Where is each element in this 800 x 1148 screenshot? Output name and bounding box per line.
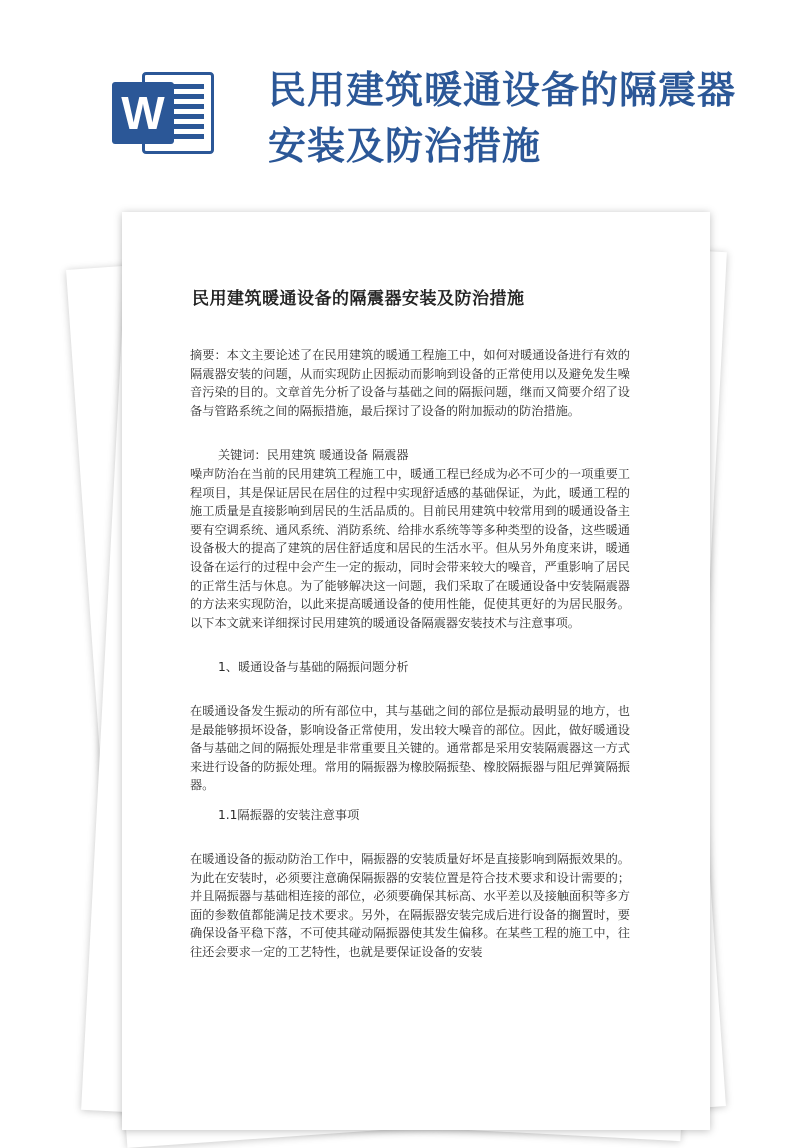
section-1-1-heading: 1.1隔振器的安装注意事项	[218, 808, 360, 822]
section-1-paragraph: 在暖通设备发生振动的所有部位中，其与基础之间的部位是振动最明显的地方，也是最能够损坏设备，影响设备正常使用，发出较大噪音的部位。因此，做好暖通设备与基础之间的隔振处理是非常重要且关键的。通常都是采用安装隔震器这一方式来进行设备的防振处理。常用的隔振器为橡胶隔振垫、橡胶隔振器与阻尼弹簧隔振器。	[190, 704, 630, 793]
intro-paragraph: 噪声防治在当前的民用建筑工程施工中，暖通工程已经成为必不可少的一项重要工程项目，其是保证居民在居住的过程中实现舒适感的基础保证，为此，暖通工程的施工质量是直接影响到居民的生活品质的。目前民用建筑中较常用到的暖通设备主要有空调系统、通风系统、消防系统、给排水系统等等多种类型的设备，这些暖通设备极大的提高了建筑的居住舒适度和居民的生活水平。但从另外角度来讲，暖通设备在运行的过程中会产生一定的振动，同时会带来较大的噪音，严重影响了居民的正常生活与休息。为了能够解决这一问题，我们采取了在暖通设备中安装隔震器的方法来实现防治，以此来提高暖通设备的使用性能，促使其更好的为居民服务。以下本文就来详细探讨民用建筑的暖通设备隔震器安装技术与注意事项。	[190, 467, 630, 630]
page-title: 民用建筑暖通设备的隔震器安装及防治措施	[268, 67, 737, 168]
document-page	[122, 212, 710, 1130]
word-letter-icon: W	[112, 82, 174, 144]
abstract-paragraph: 摘要：本文主要论述了在民用建筑的暖通工程施工中，如何对暖通设备进行有效的隔震器安装的问题，从而实现防止因振动而影响到设备的正常使用以及避免发生噪音污染的目的。文章首先分析了设备与基础之间的隔振问题，继而又简要介绍了设备与管路系统之间的隔振措施，最后探讨了设备的附加振动的防治措施。	[190, 348, 630, 418]
section-1-1-paragraph: 在暖通设备的振动防治工作中，隔振器的安装质量好坏是直接影响到隔振效果的。为此在安装时，必须要注意确保隔振器的安装位置是符合技术要求和设计需要的；并且隔振器与基础相连接的部位，必须要确保其标高、水平差以及接触面积等多方面的参数值都能满足技术要求。另外，在隔振器安装完成后进行设备的搁置时，要确保设备平稳下落，不可使其碰动隔振器使其发生偏移。在某些工程的施工中，往往还会要求一定的工艺特性，也就是要保证设备的安装	[190, 852, 630, 959]
keywords-line: 关键词：民用建筑 暖通设备 隔震器	[218, 448, 409, 462]
section-1-heading: 1、暖通设备与基础的隔振问题分析	[218, 660, 409, 674]
word-document-icon	[112, 68, 216, 158]
document-title: 民用建筑暖通设备的隔震器安装及防治措施	[192, 289, 525, 309]
